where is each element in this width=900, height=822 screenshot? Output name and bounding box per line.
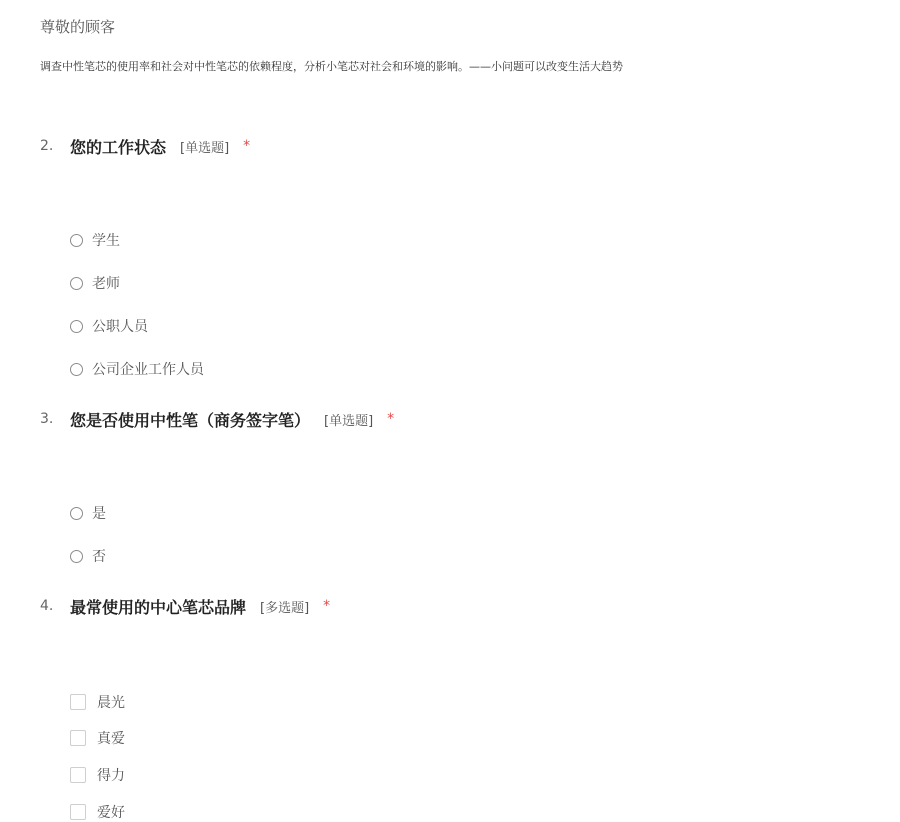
question-type: [单选题]	[180, 140, 230, 156]
question-title: 您的工作状态	[70, 137, 167, 157]
checkbox-option-aihao[interactable]	[70, 802, 125, 822]
radio-button[interactable]	[70, 277, 83, 290]
checkbox[interactable]	[70, 767, 86, 783]
radio-button[interactable]	[70, 320, 83, 333]
question-number: 4.	[40, 598, 54, 614]
radio-option-yes[interactable]	[70, 503, 106, 523]
checkbox[interactable]	[70, 694, 86, 710]
required-mark: *	[243, 138, 251, 154]
question-type: [多选题]	[260, 600, 310, 616]
option-label: 爱好	[97, 805, 125, 821]
radio-option-teacher[interactable]	[70, 273, 120, 293]
radio-button[interactable]	[70, 507, 83, 520]
required-mark: *	[323, 598, 331, 614]
radio-option-student[interactable]	[70, 230, 120, 250]
question-title: 您是否使用中性笔（商务签字笔）	[70, 410, 311, 430]
question-number: 3.	[40, 411, 54, 427]
radio-option-civil-servant[interactable]	[70, 316, 148, 336]
option-label: 得力	[97, 768, 125, 784]
checkbox-option-deli[interactable]	[70, 765, 125, 785]
survey-intro: 调查中性笔芯的使用率和社会对中性笔芯的依赖程度，分析小笔芯对社会和环境的影响。——小问题可以改变生活大趋势	[40, 60, 623, 73]
checkbox[interactable]	[70, 804, 86, 820]
question-title: 最常使用的中心笔芯品牌	[70, 597, 247, 617]
question-header	[40, 134, 860, 158]
question-number: 2.	[40, 138, 54, 154]
radio-button[interactable]	[70, 363, 83, 376]
option-label: 老师	[92, 276, 120, 292]
option-label: 晨光	[97, 695, 125, 711]
radio-option-company-employee[interactable]	[70, 359, 204, 379]
option-label: 公司企业工作人员	[92, 362, 204, 378]
question-work-status	[40, 134, 860, 378]
option-label: 是	[92, 506, 106, 522]
checkbox[interactable]	[70, 730, 86, 746]
question-header	[40, 594, 860, 618]
checkbox-option-zhenai[interactable]	[70, 728, 125, 748]
radio-button[interactable]	[70, 550, 83, 563]
radio-button[interactable]	[70, 234, 83, 247]
option-label: 公职人员	[92, 319, 148, 335]
question-use-gel-pen	[40, 407, 860, 565]
option-label: 否	[92, 549, 106, 565]
checkbox-option-chenguang[interactable]	[70, 692, 125, 712]
greeting-heading: 尊敬的顾客	[40, 18, 116, 36]
question-type: [单选题]	[324, 413, 374, 429]
option-label: 真爱	[97, 731, 125, 747]
required-mark: *	[387, 411, 395, 427]
option-label: 学生	[92, 233, 120, 249]
question-header	[40, 407, 860, 431]
question-brand	[40, 594, 860, 821]
radio-option-no[interactable]	[70, 546, 106, 566]
